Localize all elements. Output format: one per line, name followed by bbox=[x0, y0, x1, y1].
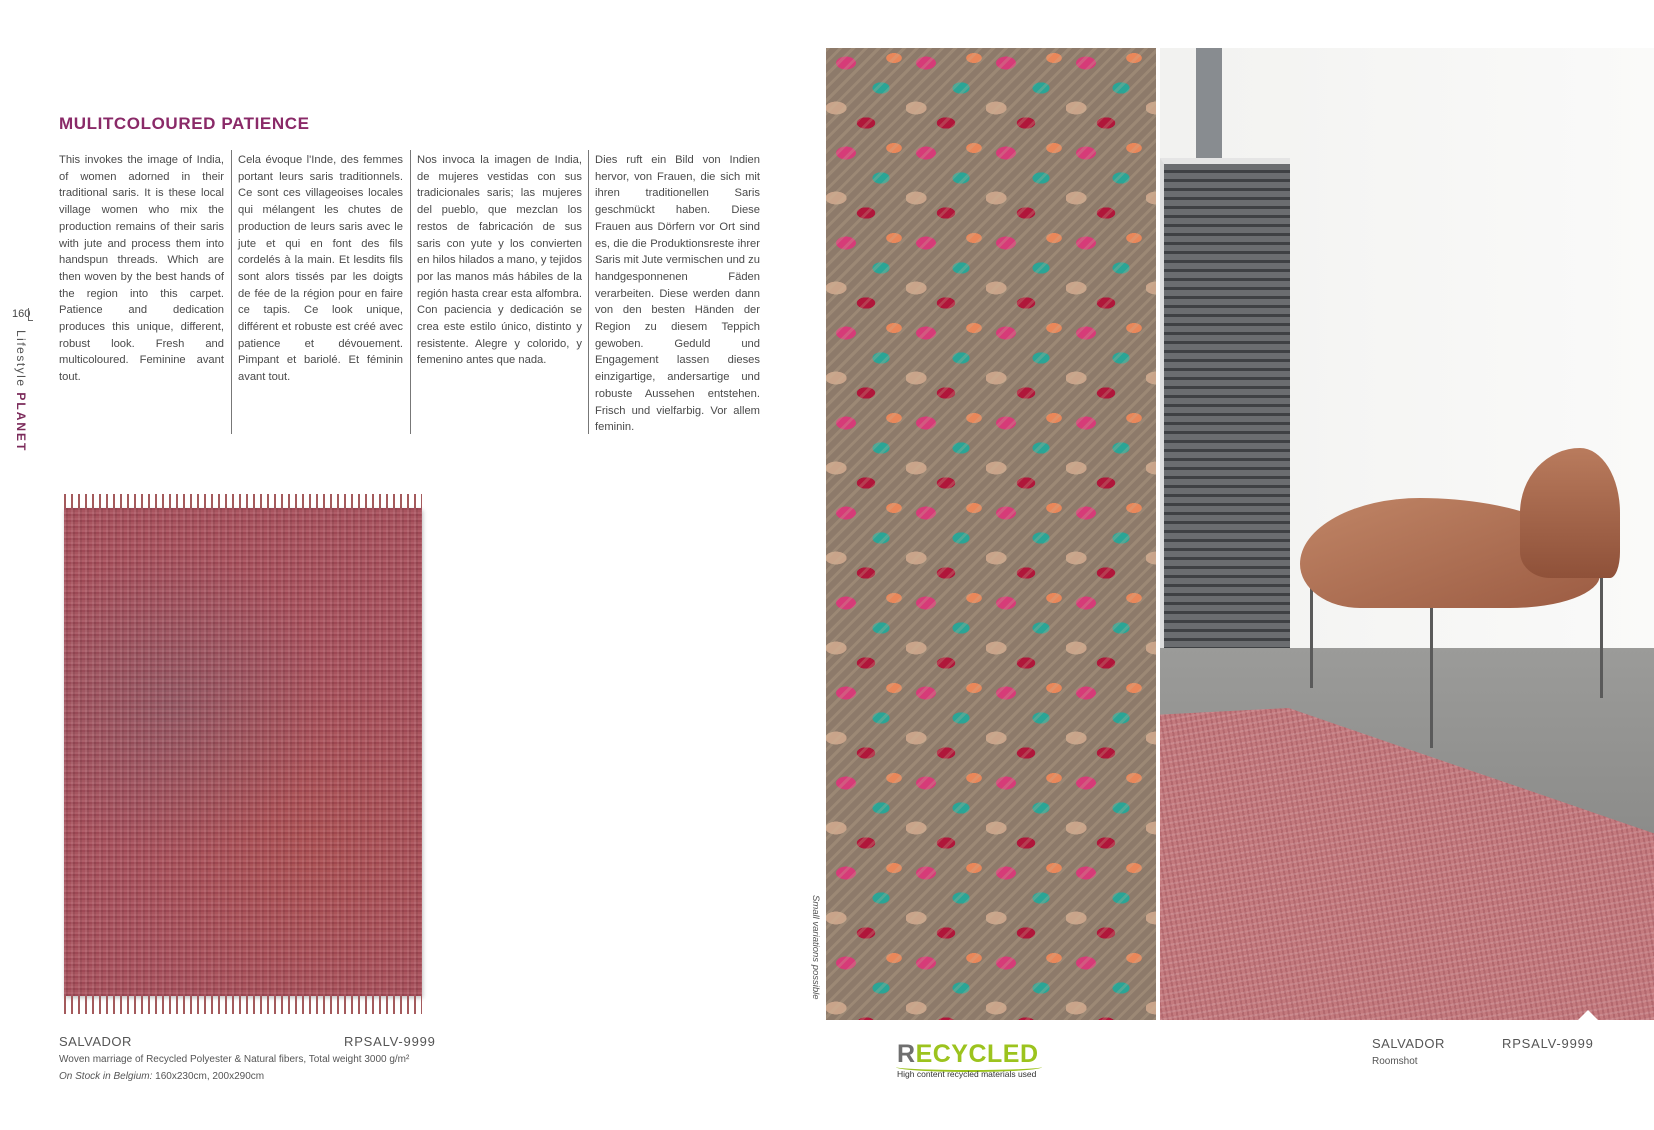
rug-product-image bbox=[56, 494, 432, 1014]
roomshot-photo bbox=[1160, 48, 1654, 1020]
recycled-logo-rest: ECYCLED bbox=[915, 1040, 1039, 1068]
roomshot-name: SALVADOR bbox=[1372, 1036, 1445, 1051]
section-label-regular: Lifestyle bbox=[14, 330, 28, 388]
recycled-tagline: High content recycled materials used bbox=[897, 1069, 1037, 1079]
text-column-french: Cela évoque l'Inde, des femmes portant leurs saris traditionnels. Ce sont ces villageoises locales qui mélangent les chutes de production de leurs saris avec le jute et qui en font des fils cordelés à la main. Et lesdits fils sont alors tissés par les doigts de fée de la région pour en faire ce tapis. Ce look unique, différent et robuste est créé avec patience et dévouement. Pimpant et bariolé. Et féminin avant tout. bbox=[238, 154, 403, 384]
column-divider bbox=[231, 150, 232, 434]
text-column-english: This invokes the image of India, of women adorned in their traditional saris. It is these local village women who mix the production remains of their saris with jute and process them into handspun threads. Which are then woven by the best hands of the region into this carpet. Patience and dedication produces this unique, different, robust look. Fresh and multicoloured. Feminine avant tout. bbox=[59, 154, 224, 384]
roomshot-subtitle: Roomshot bbox=[1372, 1056, 1418, 1067]
product-code: RPSALV-9999 bbox=[344, 1034, 436, 1049]
photo-notch bbox=[1578, 1010, 1598, 1020]
product-description: Woven marriage of Recycled Polyester & Natural fibers, Total weight 3000 g/m² bbox=[59, 1054, 410, 1065]
recycled-logo-r: R bbox=[897, 1040, 916, 1068]
rug-weave bbox=[64, 508, 422, 996]
chair-leg bbox=[1310, 588, 1313, 688]
closeup-caption: Small variations possible bbox=[810, 895, 821, 1000]
roomshot-code: RPSALV-9999 bbox=[1502, 1036, 1594, 1051]
text-column-spanish: Nos invoca la imagen de India, de mujeres vestidas con sus tradicionales saris; las mujeres del pueblo, que mezclan los restos de fabricación de sus saris con yute y los convierten en hilos hilados a mano, y tejidos por las manos más hábiles de la región hasta crear esta alfombra. Con paciencia y dedicación se crea este estilo único, distinto y resistente. Alegre y colorido, y femenino antes que nada. bbox=[417, 154, 582, 367]
product-stock bbox=[59, 1071, 264, 1082]
stock-label: On Stock in Belgium: bbox=[59, 1071, 153, 1082]
chair-leg bbox=[1600, 568, 1603, 698]
rug-fringe-bottom bbox=[64, 996, 422, 1014]
section-label-bold: PLANET bbox=[14, 392, 28, 453]
column-divider bbox=[588, 150, 589, 434]
room-pillar bbox=[1196, 48, 1222, 158]
text-column-german: Dies ruft ein Bild von Indien hervor, von Frauen, die sich mit ihren traditionellen Saris geschmückt haben. Diese Frauen aus Dörfern vor Ort sind es, die die Produktionsreste ihrer Saris mit Jute vermischen und zu handgesponnenen Fäden verarbeiten. Diese werden dann von den besten Händen der Region zu diesem Teppich gewoben. Geduld und Engagement lassen dieses einzigartige, andersartige und robuste Aussehen entstehen. Frisch und vielfarbig. Vor allem feminin. bbox=[595, 154, 760, 434]
page-number-mark bbox=[28, 308, 33, 321]
closeup-photo bbox=[826, 48, 1156, 1020]
product-name: SALVADOR bbox=[59, 1034, 132, 1049]
stock-sizes: 160x230cm, 200x290cm bbox=[155, 1071, 265, 1082]
window-blinds bbox=[1160, 158, 1290, 654]
chair-leg bbox=[1430, 608, 1433, 748]
section-label bbox=[8, 330, 28, 460]
page-number: 160 bbox=[12, 308, 31, 320]
column-divider bbox=[410, 150, 411, 434]
page-title: MULITCOLOURED PATIENCE bbox=[59, 114, 310, 133]
